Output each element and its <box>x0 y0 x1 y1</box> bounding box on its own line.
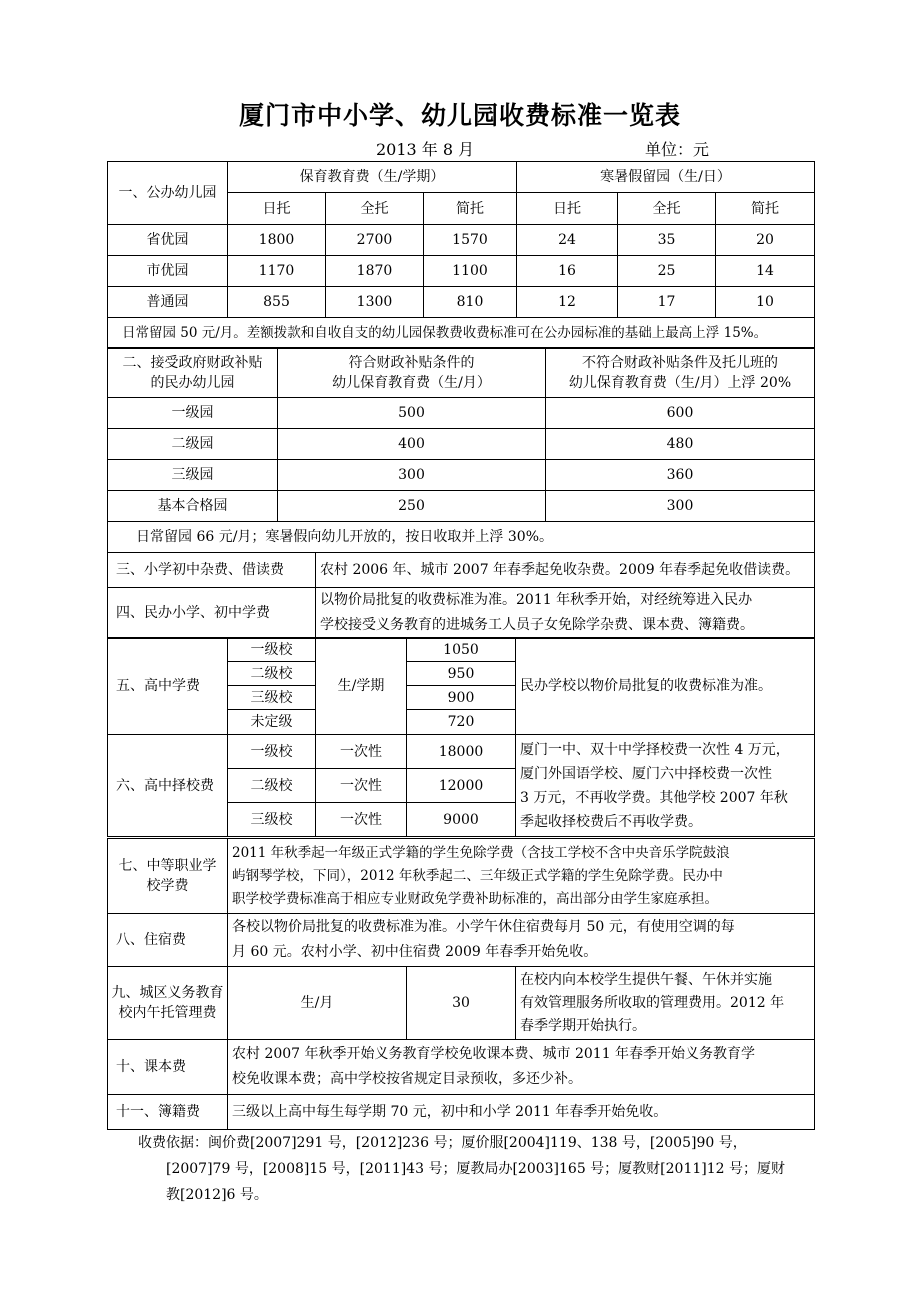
high-tuition-note: 民办学校以物价局批复的收费标准为准。 <box>516 638 815 735</box>
header-line: 幼儿保育教育费（生/月） <box>332 374 491 391</box>
section-label-line: 二、接受政府财政补贴 <box>122 354 263 371</box>
section-label-public-kg: 一、公办幼儿园 <box>108 162 228 225</box>
col-header: 日托 <box>228 193 326 225</box>
table-cell: 18000 <box>407 735 516 769</box>
col-header: 全托 <box>618 193 716 225</box>
table-cell: 24 <box>517 225 618 256</box>
text-line: 月 60 元。农村小学、初中住宿费 2009 年春季开始免收。 <box>232 944 598 960</box>
boarding-text <box>228 914 815 967</box>
row-label: 市优园 <box>108 256 228 287</box>
unit-cell: 生/月 <box>228 967 407 1040</box>
header-line: 符合财政补贴条件的 <box>348 354 475 371</box>
basis-line: 教[2012]6 号。 <box>166 1187 268 1203</box>
table-cell: 810 <box>424 287 517 318</box>
section-label-vocational <box>108 839 228 914</box>
text-line: 农村 2007 年秋季开始义务教育学校免收课本费、城市 2011 年春季开始义务教育学 <box>232 1046 756 1062</box>
text-line: 春季学期开始执行。 <box>520 1017 646 1034</box>
private-kg-note: 日常留园 66 元/月；寒暑假向幼儿开放的，按日收取并上浮 30%。 <box>108 522 815 553</box>
table-cell: 12000 <box>407 769 516 803</box>
table-cell: 250 <box>278 491 546 522</box>
table-cell: 20 <box>716 225 815 256</box>
table-cell: 1300 <box>326 287 424 318</box>
unit-cell: 一次性 <box>316 803 407 837</box>
table-cell: 9000 <box>407 803 516 837</box>
school-choice-note <box>516 735 815 837</box>
table-cell: 25 <box>618 256 716 287</box>
table-cell: 14 <box>716 256 815 287</box>
private-kindergarten-table <box>107 347 815 553</box>
table-cell: 1100 <box>424 256 517 287</box>
table-row <box>108 460 815 491</box>
level-cell: 一级校 <box>228 638 316 662</box>
level-cell: 未定级 <box>228 710 316 735</box>
table-cell: 1050 <box>407 638 516 662</box>
section-label-line: 七、中等职业学 <box>118 858 217 874</box>
unit-cell: 一次性 <box>316 769 407 803</box>
table-row <box>108 398 815 429</box>
text-line: 季起收择校费后不再收学费。 <box>520 813 702 830</box>
group-header-holiday: 寒暑假留园（生/日） <box>517 162 815 193</box>
noon-care-table <box>107 966 815 1040</box>
table-cell: 950 <box>407 662 516 686</box>
table-cell: 17 <box>618 287 716 318</box>
table-cell: 1870 <box>326 256 424 287</box>
high-school-table <box>107 637 815 837</box>
table-row <box>108 491 815 522</box>
level-cell: 二级校 <box>228 662 316 686</box>
section-label-high-tuition: 五、高中学费 <box>108 638 228 735</box>
col-header: 简托 <box>716 193 815 225</box>
section-label-school-choice: 六、高中择校费 <box>108 735 228 837</box>
table-cell: 30 <box>407 967 516 1040</box>
kindergarten-note: 日常留园 50 元/月。差额拨款和自收自支的幼儿园保教费收费标准可在公办园标准的基础上最高上浮 15%。 <box>108 318 815 349</box>
row-label: 普通园 <box>108 287 228 318</box>
table-cell: 360 <box>546 460 815 491</box>
date-label: 2013 年 8 月 <box>376 140 475 159</box>
group-header-tuition: 保育教育费（生/学期） <box>228 162 517 193</box>
section-label-noon-care <box>108 967 228 1040</box>
section-label-misc-fee: 三、小学初中杂费、借读费 <box>108 553 316 588</box>
table-cell: 600 <box>546 398 815 429</box>
registry-text: 三级以上高中每生每学期 70 元，初中和小学 2011 年春季开始免收。 <box>228 1095 815 1130</box>
row-label: 省优园 <box>108 225 228 256</box>
unit-cell: 生/学期 <box>316 638 407 735</box>
public-kindergarten-table <box>107 161 815 349</box>
text-line: 学校接受义务教育的进城务工人员子女免除学杂费、课本费、簿籍费。 <box>320 617 754 633</box>
header-line: 不符合财政补贴条件及托儿班的 <box>582 354 778 371</box>
text-line: 以物价局批复的收费标准为准。2011 年秋季开始，对经统筹进入民办 <box>320 592 753 608</box>
table-cell: 500 <box>278 398 546 429</box>
level-cell: 一级校 <box>228 735 316 769</box>
text-line: 各校以物价局批复的收费标准为准。小学午休住宿费每月 50 元，有使用空调的每 <box>232 919 735 935</box>
fee-basis-note <box>138 1130 798 1208</box>
table-cell: 1800 <box>228 225 326 256</box>
col-header: 日托 <box>517 193 618 225</box>
table-cell: 12 <box>517 287 618 318</box>
page-title: 厦门市中小学、幼儿园收费标准一览表 <box>238 101 681 130</box>
table-row <box>108 429 815 460</box>
private-tuition-text <box>316 588 815 639</box>
basis-line: 收费依据：闽价费[2007]291 号，[2012]236 号；厦价服[2004]119、138 号，[2005]90 号， <box>138 1135 747 1151</box>
table-cell: 400 <box>278 429 546 460</box>
noon-care-text <box>516 967 815 1040</box>
table-cell: 480 <box>546 429 815 460</box>
text-line: 3 万元，不再收学费。其他学校 2007 年秋 <box>520 789 788 806</box>
text-line: 厦门外国语学校、厦门六中择校费一次性 <box>520 765 772 782</box>
text-line: 厦门一中、双十中学择校费一次性 4 万元， <box>520 741 790 758</box>
header-line: 幼儿保育教育费（生/月）上浮 20% <box>568 374 792 391</box>
table-cell: 16 <box>517 256 618 287</box>
table-row <box>108 256 815 287</box>
table-cell: 900 <box>407 686 516 710</box>
col-header: 全托 <box>326 193 424 225</box>
level-cell: 三级校 <box>228 803 316 837</box>
table-row <box>108 735 815 769</box>
section-label-line: 校学费 <box>146 878 189 894</box>
col-header-unsubsidised <box>546 348 815 398</box>
section-label-private-tuition: 四、民办小学、初中学费 <box>108 588 316 639</box>
section-label-line: 九、城区义务教育 <box>111 985 224 1001</box>
section-label-private-kg <box>108 348 278 398</box>
section-label-line: 校内午托管理费 <box>118 1005 217 1021</box>
textbook-text <box>228 1040 815 1095</box>
row-label: 一级园 <box>108 398 278 429</box>
unit-cell: 一次性 <box>316 735 407 769</box>
section-label-textbook: 十、课本费 <box>108 1040 228 1095</box>
table-cell: 300 <box>278 460 546 491</box>
col-header-subsidised <box>278 348 546 398</box>
table-row <box>108 287 815 318</box>
table-cell: 855 <box>228 287 326 318</box>
table-cell: 720 <box>407 710 516 735</box>
misc-fee-table <box>107 552 815 639</box>
section-label-boarding: 八、住宿费 <box>108 914 228 967</box>
vocational-boarding-table <box>107 838 815 967</box>
table-row <box>108 225 815 256</box>
section-label-registry: 十一、簿籍费 <box>108 1095 228 1130</box>
row-label: 二级园 <box>108 429 278 460</box>
text-line: 职学校学费标准高于相应专业财政免学费补助标准的，高出部分由学生家庭承担。 <box>232 890 718 907</box>
table-row <box>108 638 815 662</box>
table-cell: 2700 <box>326 225 424 256</box>
basis-line: [2007]79 号，[2008]15 号，[2011]43 号；厦教局办[2003]165 号；厦教财[2011]12 号；厦财 <box>166 1161 785 1177</box>
vocational-text <box>228 839 815 914</box>
section-label-line: 的民办幼儿园 <box>150 374 235 391</box>
table-cell: 35 <box>618 225 716 256</box>
text-line: 校免收课本费；高中学校按省规定目录预收，多还少补。 <box>232 1071 582 1087</box>
text-line: 在校内向本校学生提供午餐、午休并实施 <box>520 971 772 988</box>
level-cell: 三级校 <box>228 686 316 710</box>
unit-label: 单位：元 <box>645 140 710 159</box>
table-cell: 10 <box>716 287 815 318</box>
text-line: 屿钢琴学校，下同），2012 年秋季起二、三年级正式学籍的学生免除学费。民办中 <box>232 867 723 884</box>
table-cell: 1570 <box>424 225 517 256</box>
text-line: 2011 年秋季起一年级正式学籍的学生免除学费（含技工学校不含中央音乐学院鼓浪 <box>232 844 730 861</box>
col-header: 简托 <box>424 193 517 225</box>
table-cell: 1170 <box>228 256 326 287</box>
misc-fee-text: 农村 2006 年、城市 2007 年春季起免收杂费。2009 年春季起免收借读费。 <box>316 553 815 588</box>
table-cell: 300 <box>546 491 815 522</box>
row-label: 基本合格园 <box>108 491 278 522</box>
text-line: 有效管理服务所收取的管理费用。2012 年 <box>520 994 785 1011</box>
level-cell: 二级校 <box>228 769 316 803</box>
row-label: 三级园 <box>108 460 278 491</box>
textbook-registry-table <box>107 1039 815 1130</box>
